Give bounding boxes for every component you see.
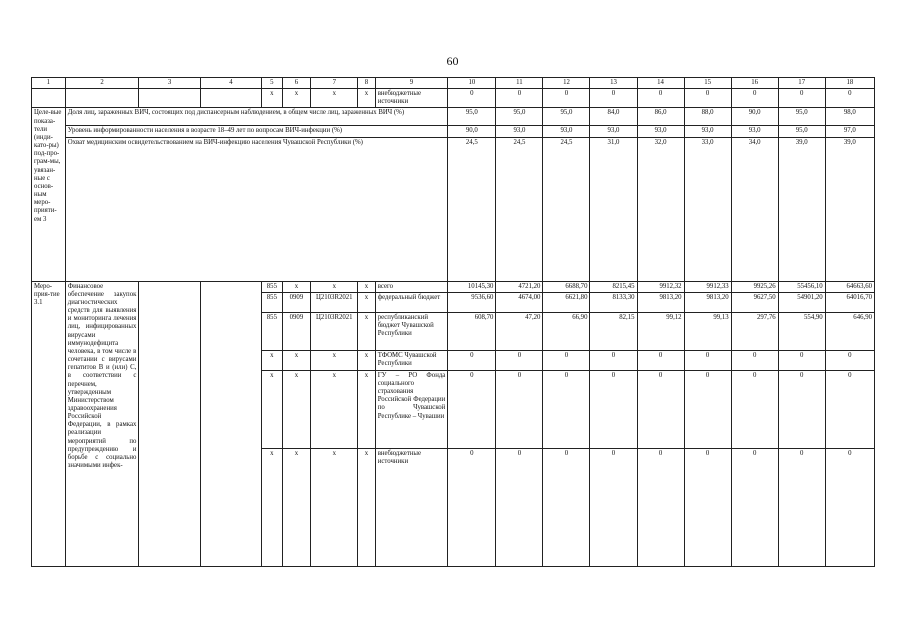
value-cell: 0 [448,370,496,448]
page-number: 60 [446,54,459,68]
column-number: 11 [496,78,543,89]
column-number: 1 [32,78,66,89]
value-cell: 4674,00 [496,292,543,312]
cell-c7: х [311,448,358,566]
value-cell: 93,0 [731,126,778,137]
value-cell: 10145,30 [448,281,496,292]
value-cell: 82,15 [590,312,637,350]
value-cell: 0 [590,350,637,370]
value-cell: 0 [731,370,778,448]
cell-c7: Ц2103R2021 [311,312,358,350]
target-text: Доля лиц, зараженных ВИЧ, состоящих под диспансерным наблюдением, в общем числе лиц, зараженных ВИЧ (%) [65,108,448,126]
value-cell: 0 [448,350,496,370]
cell-source: ТФОМС Чувашской Республики [375,350,448,370]
value-cell: 0 [684,350,731,370]
value-cell: 0 [684,89,731,108]
targets-label: Целе-вые показа-тели (инди-като-ры) под-про-грам-мы, увязан-ные с основ-ным меро-прияти-ем 3 [32,108,66,281]
column-number: 3 [139,78,200,89]
value-cell: 95,0 [778,126,825,137]
value-cell: 24,5 [448,137,496,281]
value-cell: 0 [778,89,825,108]
cell-c5: 855 [262,281,282,292]
column-number: 12 [543,78,590,89]
cell-c8: х [358,89,375,108]
value-cell: 0 [684,448,731,566]
value-cell: 95,0 [448,108,496,126]
cell-c5: х [262,89,282,108]
value-cell: 646,90 [825,312,874,350]
value-cell: 99,12 [637,312,684,350]
target-text: Уровень информированности населения в возрасте 18–49 лет по вопросам ВИЧ-инфекции (%) [65,126,448,137]
cell-source: внебюджетные источники [375,89,448,108]
funding-row [32,281,875,292]
value-cell: 0 [496,448,543,566]
column-number: 14 [637,78,684,89]
value-cell: 84,0 [590,108,637,126]
cell-c6: х [282,370,311,448]
value-cell: 0 [825,89,874,108]
value-cell: 90,0 [448,126,496,137]
value-cell: 99,13 [684,312,731,350]
value-cell: 9536,60 [448,292,496,312]
column-number: 10 [448,78,496,89]
cell-source: республиканский бюджет Чувашской Республики [375,312,448,350]
value-cell: 0 [448,89,496,108]
value-cell: 0 [590,370,637,448]
value-cell: 8133,30 [590,292,637,312]
column-number: 2 [65,78,139,89]
value-cell: 0 [825,448,874,566]
value-cell: 39,0 [825,137,874,281]
value-cell: 90,0 [731,108,778,126]
target-row [32,137,875,281]
cell-c7: х [311,281,358,292]
value-cell: 31,0 [590,137,637,281]
cell-c5: х [262,448,282,566]
value-cell: 0 [731,350,778,370]
value-cell: 32,0 [637,137,684,281]
value-cell: 0 [496,370,543,448]
column-number: 6 [282,78,311,89]
value-cell: 0 [825,370,874,448]
value-cell: 64016,70 [825,292,874,312]
value-cell: 34,0 [731,137,778,281]
value-cell: 88,0 [684,108,731,126]
value-cell: 6688,70 [543,281,590,292]
value-cell: 0 [543,89,590,108]
value-cell: 93,0 [684,126,731,137]
value-cell: 0 [825,350,874,370]
column-number-row [32,78,875,89]
value-cell: 93,0 [543,126,590,137]
value-cell: 66,90 [543,312,590,350]
value-cell: 24,5 [496,137,543,281]
cell-source: внебюджетные источники [375,448,448,566]
event-description: Финансовое обеспечение закупок диагностических средств для выявления и мониторинга лечения лиц, инфицированных вирусами иммунодефицита человека, в том числе в сочетании с вирусами гепатитов В и (или) С, в соответствии с перечнем, утвержденным Министерством здравоохранения Российской Федерации, в рамках реализации мероприятий по предупреждению и борьбе с социально значимыми инфек- [65,281,139,566]
value-cell: 54901,20 [778,292,825,312]
cell-c6: х [282,350,311,370]
value-cell: 55456,10 [778,281,825,292]
value-cell: 9813,20 [684,292,731,312]
value-cell: 95,0 [496,108,543,126]
value-cell: 47,20 [496,312,543,350]
value-cell: 64663,60 [825,281,874,292]
cell-c8: х [358,292,375,312]
cell-c5: х [262,370,282,448]
value-cell: 93,0 [496,126,543,137]
value-cell: 0 [731,448,778,566]
cell-source: всего [375,281,448,292]
cell-c5: 855 [262,292,282,312]
value-cell: 24,5 [543,137,590,281]
value-cell: 0 [543,370,590,448]
value-cell: 4721,20 [496,281,543,292]
value-cell: 0 [590,448,637,566]
value-cell: 0 [778,370,825,448]
column-number: 9 [375,78,448,89]
column-number: 16 [731,78,778,89]
cell-c7: Ц2103R2021 [311,292,358,312]
column-number: 17 [778,78,825,89]
value-cell: 9925,26 [731,281,778,292]
value-cell: 97,0 [825,126,874,137]
column-number: 15 [684,78,731,89]
cell-c6: х [282,89,311,108]
value-cell: 93,0 [637,126,684,137]
value-cell: 0 [637,350,684,370]
column-number: 8 [358,78,375,89]
column-number: 13 [590,78,637,89]
value-cell: 9813,20 [637,292,684,312]
cell-c8: х [358,312,375,350]
value-cell: 0 [496,350,543,370]
cell-c7: х [311,89,358,108]
value-cell: 98,0 [825,108,874,126]
cell-source: федеральный бюджет [375,292,448,312]
cell-source: ГУ – РО Фонда социального страхования Российской Федерации по Чувашской Республике – Чувашии [375,370,448,448]
value-cell: 0 [543,448,590,566]
column-number: 5 [262,78,282,89]
event-label: Меро-прия-тие 3.1 [32,281,66,566]
value-cell: 9627,50 [731,292,778,312]
column-number: 4 [200,78,261,89]
value-cell: 0 [590,89,637,108]
cell-c6: 0909 [282,292,311,312]
value-cell: 0 [731,89,778,108]
value-cell: 0 [637,89,684,108]
value-cell: 0 [778,350,825,370]
value-cell: 0 [637,448,684,566]
value-cell: 0 [684,370,731,448]
value-cell: 608,70 [448,312,496,350]
value-cell: 0 [778,448,825,566]
cell-c8: х [358,370,375,448]
budget-table [31,77,875,567]
value-cell: 0 [637,370,684,448]
value-cell: 86,0 [637,108,684,126]
value-cell: 95,0 [543,108,590,126]
cell-c8: х [358,448,375,566]
value-cell: 9912,33 [684,281,731,292]
value-cell: 9912,32 [637,281,684,292]
value-cell: 0 [543,350,590,370]
cell-c8: х [358,281,375,292]
cell-c7: х [311,370,358,448]
value-cell: 6621,80 [543,292,590,312]
value-cell: 33,0 [684,137,731,281]
value-cell: 297,76 [731,312,778,350]
target-text: Охват медицинским освидетельствованием на ВИЧ-инфекцию населения Чувашской Республики (%) [65,137,448,281]
target-row [32,126,875,137]
value-cell: 8215,45 [590,281,637,292]
cell-c6: х [282,281,311,292]
value-cell: 93,0 [590,126,637,137]
cell-c7: х [311,350,358,370]
cell-c6: х [282,448,311,566]
target-row [32,108,875,126]
cell-c8: х [358,350,375,370]
column-number: 18 [825,78,874,89]
value-cell: 0 [496,89,543,108]
cell-c5: 855 [262,312,282,350]
cell-c5: х [262,350,282,370]
column-number: 7 [311,78,358,89]
value-cell: 0 [448,448,496,566]
table-row-extrabudget-top [32,89,875,108]
cell-c6: 0909 [282,312,311,350]
value-cell: 39,0 [778,137,825,281]
value-cell: 554,90 [778,312,825,350]
value-cell: 95,0 [778,108,825,126]
